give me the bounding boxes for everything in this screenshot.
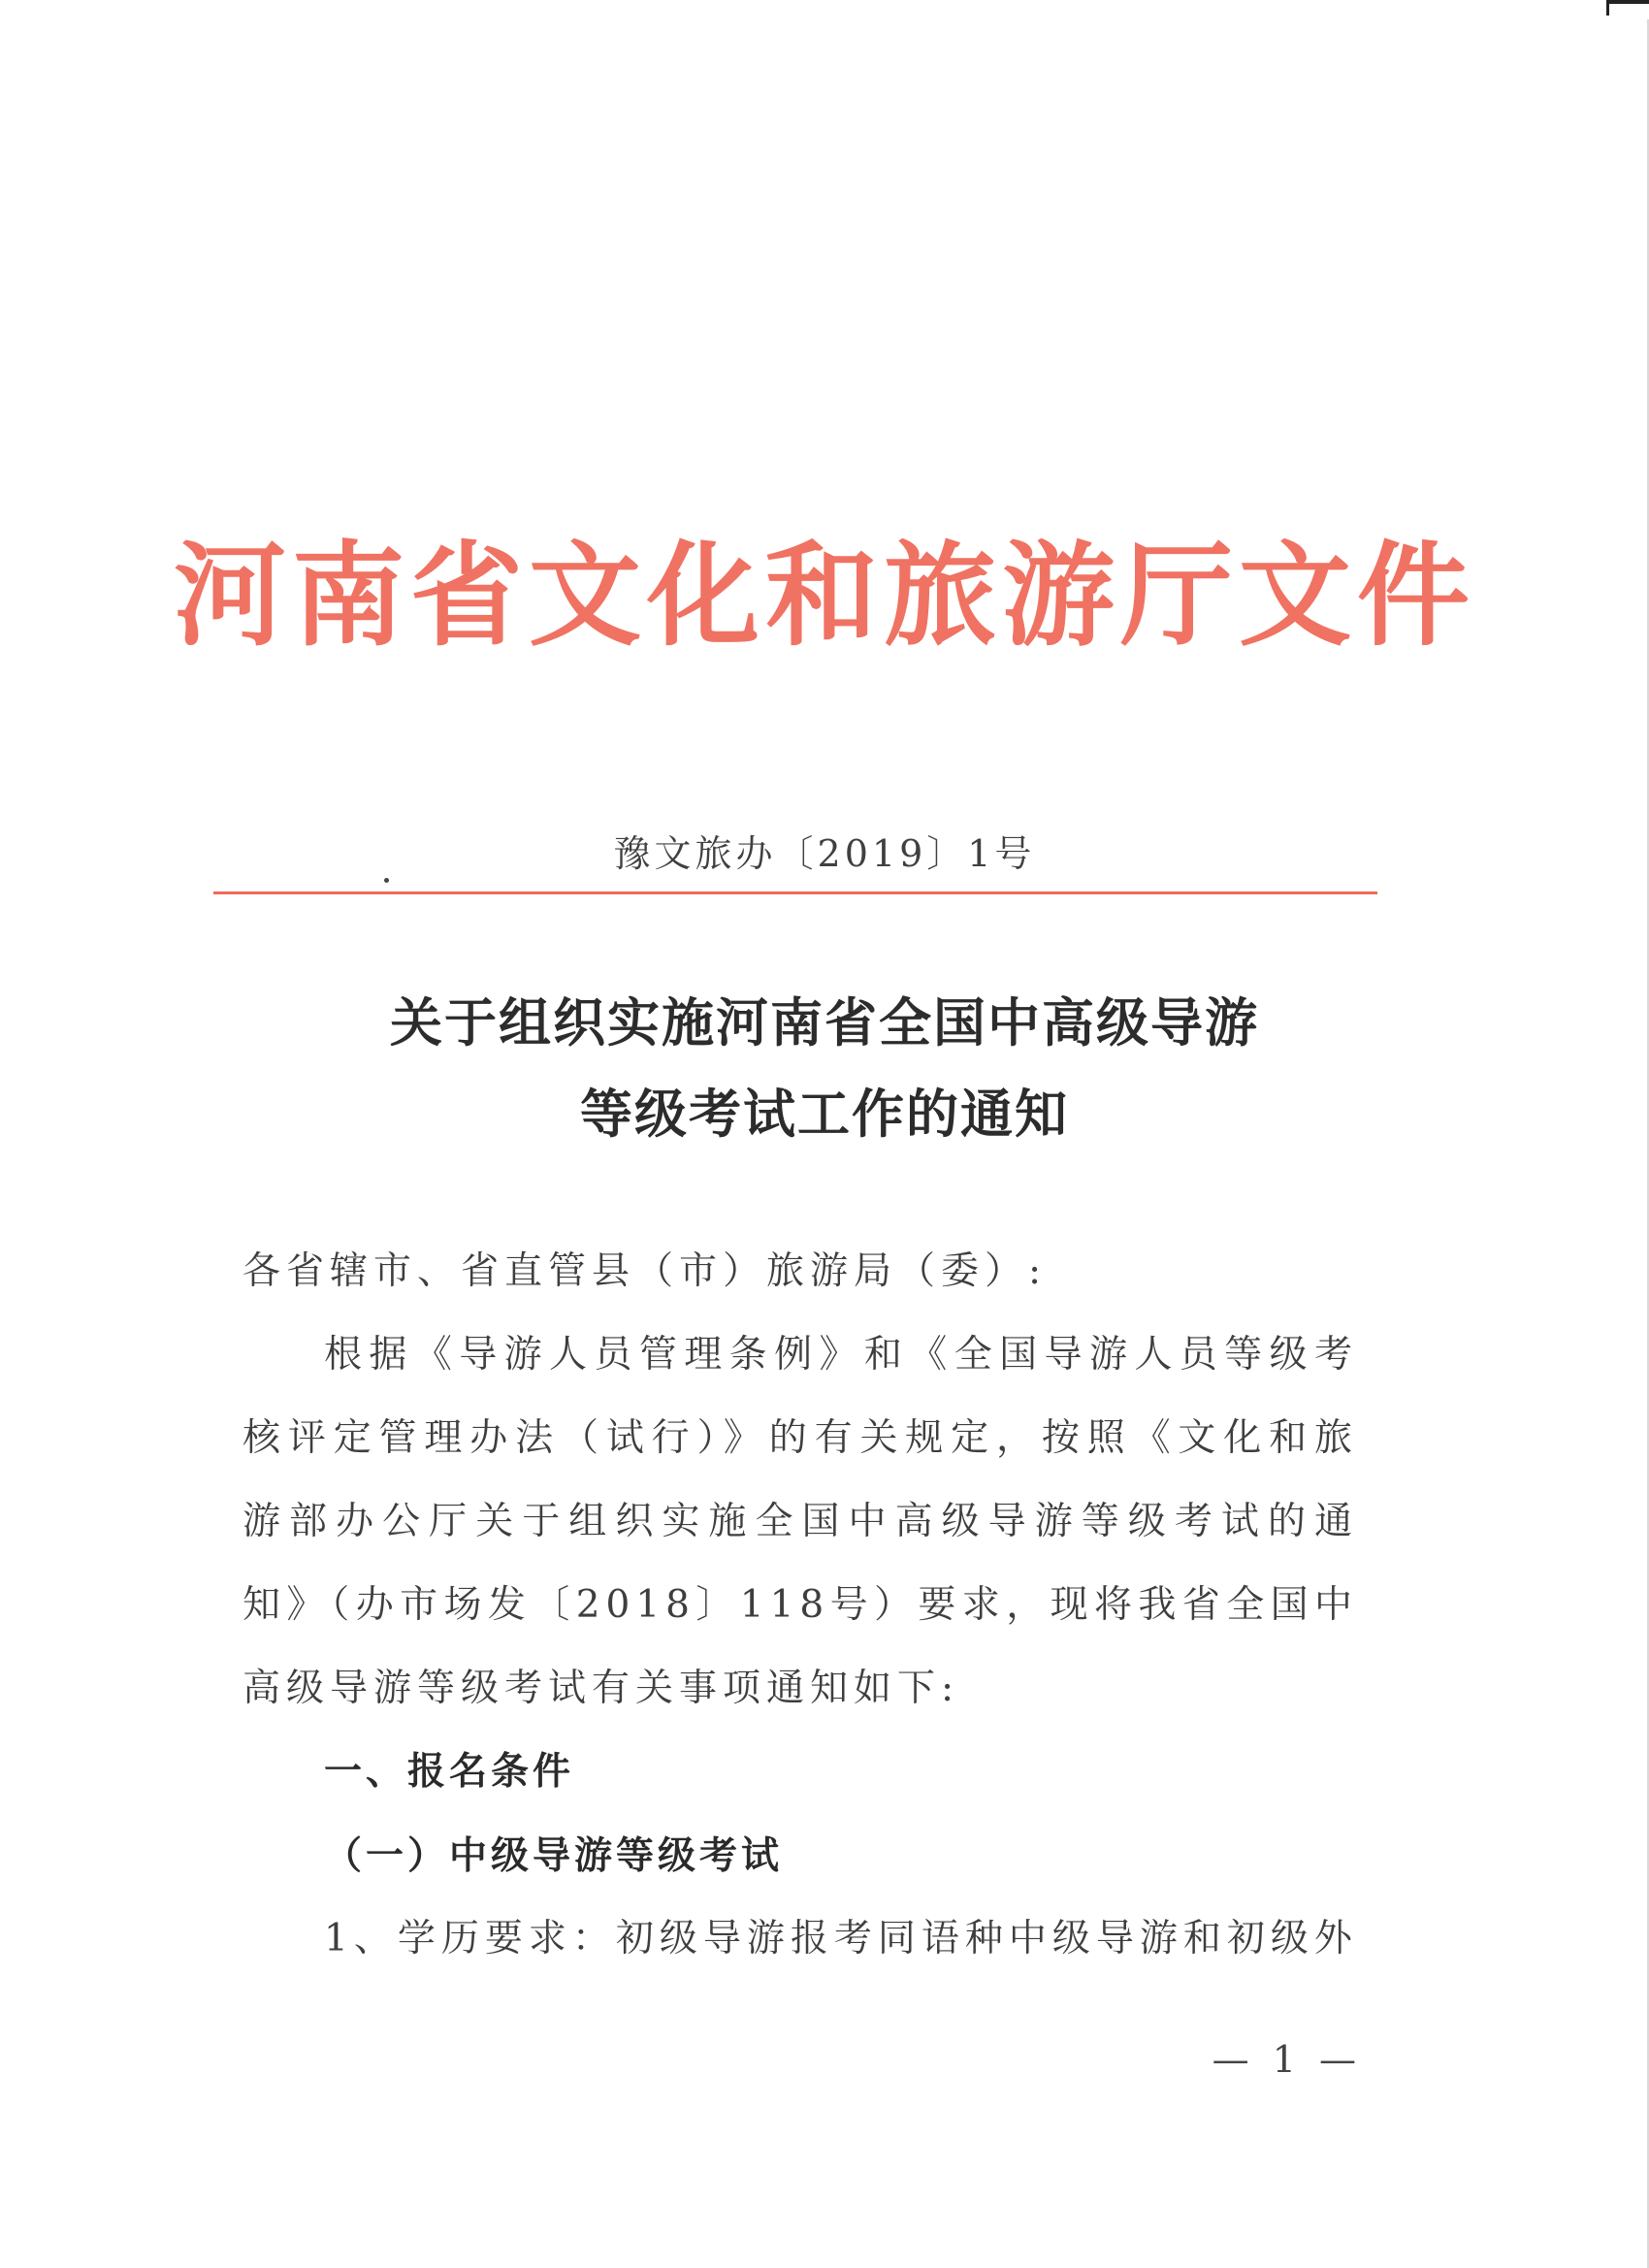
document-number: 豫文旅办〔2019〕1号 xyxy=(613,832,1036,875)
page-number: — 1 — xyxy=(1212,2038,1362,2081)
red-divider-rule xyxy=(213,891,1377,894)
scan-corner-mark xyxy=(1606,0,1649,16)
document-header: 河南省文化和旅游厅文件 xyxy=(174,531,1475,662)
subsection-heading: （一）中级导游等级考试 xyxy=(324,1833,784,1878)
notice-title xyxy=(0,978,1649,1160)
scan-speck xyxy=(384,878,389,883)
notice-title-line-1: 关于组织实施河南省全国中高级导游 xyxy=(390,992,1259,1053)
section-heading: 一、报名条件 xyxy=(324,1750,575,1794)
document-body xyxy=(242,1230,1358,1981)
intro-paragraph: 根据《导游人员管理条例》和《全国导游人员等级考核评定管理办法（试行）》的有关规定，按照《文化和旅游部办公厅关于组织实施全国中高级导游等级考试的通知》（办市场发〔2018〕118号）要求，现将我省全国中高级导游等级考试有关事项通知如下: xyxy=(242,1333,1358,1710)
notice-title-line-2: 等级考试工作的通知 xyxy=(580,1084,1069,1145)
salutation: 各省辖市、省直管县（市）旅游局（委）: xyxy=(242,1249,1048,1293)
list-item: 1、学历要求：初级导游报考同语种中级导游和初级外 xyxy=(324,1917,1358,1960)
